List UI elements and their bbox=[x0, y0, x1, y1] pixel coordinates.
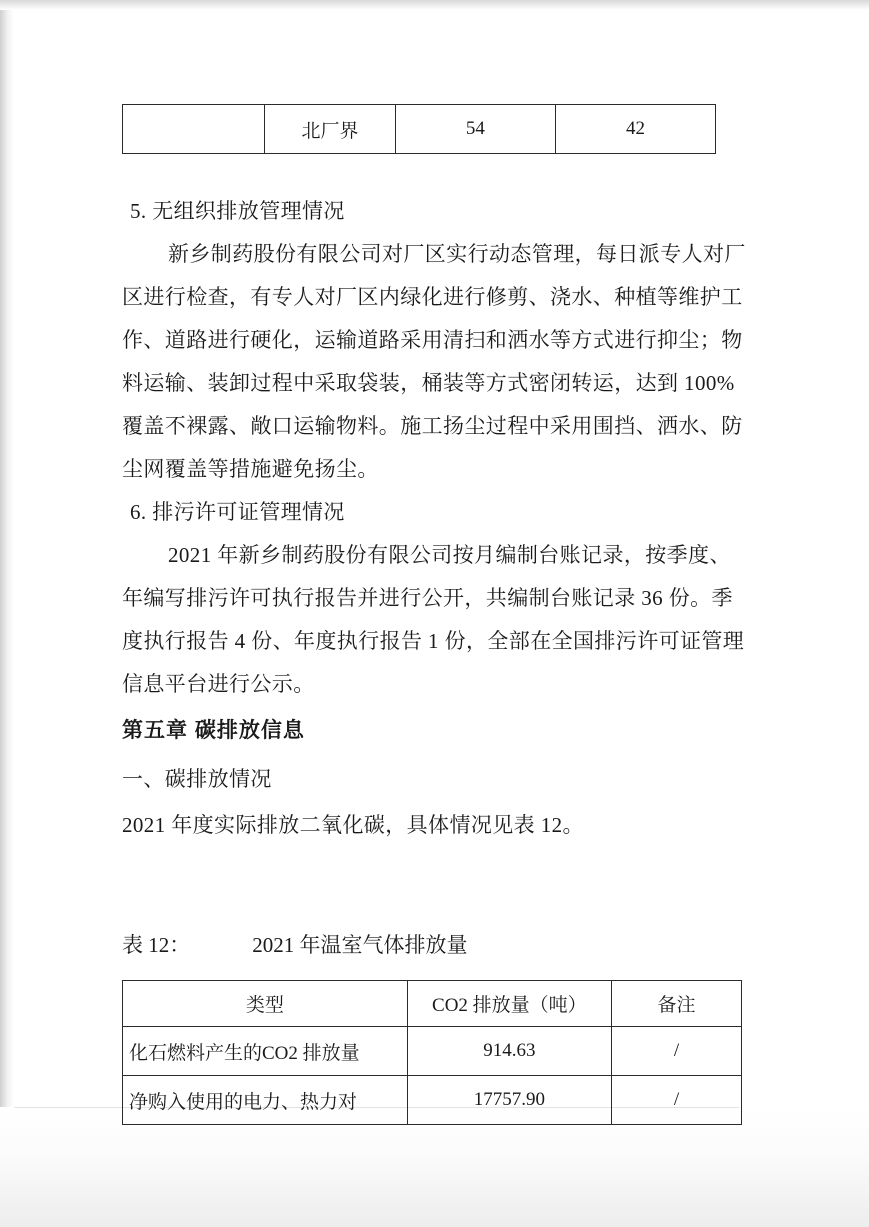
table-cell-empty bbox=[123, 105, 265, 154]
table12-header-row bbox=[123, 981, 742, 1027]
table-row bbox=[123, 1076, 742, 1125]
section-heading-5: 5. 无组织排放管理情况 bbox=[130, 199, 345, 223]
table-row bbox=[123, 1027, 742, 1076]
continued-table bbox=[122, 104, 716, 154]
document-body bbox=[122, 190, 746, 848]
table12 bbox=[122, 980, 742, 1125]
scan-edge-top bbox=[0, 0, 869, 10]
table12-grid bbox=[122, 980, 742, 1125]
table12-caption-row bbox=[122, 925, 742, 965]
table12-row0-remark: / bbox=[612, 1027, 742, 1076]
table12-row1-value: 17757.90 bbox=[407, 1076, 611, 1125]
section-heading-6: 6. 排污许可证管理情况 bbox=[130, 500, 345, 524]
table12-label: 表 12： bbox=[122, 933, 191, 957]
table12-row1-remark: / bbox=[612, 1076, 742, 1125]
table12-row0-value: 914.63 bbox=[407, 1027, 611, 1076]
table-cell-location: 北厂界 bbox=[265, 105, 395, 154]
chapter-title: 第五章 碳排放信息 bbox=[122, 719, 305, 742]
subsection-text: 2021 年度实际排放二氧化碳，具体情况见表 12。 bbox=[122, 813, 584, 837]
table12-title: 2021 年温室气体排放量 bbox=[252, 933, 468, 957]
table12-header-type: 类型 bbox=[123, 981, 408, 1027]
scan-edge-bottom bbox=[0, 1107, 869, 1227]
table12-row0-type: 化石燃料产生的CO2 排放量 bbox=[123, 1027, 408, 1076]
continued-table-grid bbox=[122, 104, 716, 154]
table12-header-remark: 备注 bbox=[612, 981, 742, 1027]
section-6-paragraph: 2021 年新乡制药股份有限公司按月编制台账记录，按季度、年编写排污许可执行报告并进行公开，共编制台账记录 36 份。季度执行报告 4 份、年度执行报告 1 份，全部在全国排污许可证管理信息平台进行公示。 bbox=[122, 543, 745, 696]
table12-header-co2: CO2 排放量（吨） bbox=[407, 981, 611, 1027]
table-cell-value-1: 54 bbox=[395, 105, 555, 154]
subsection-title: 一、碳排放情况 bbox=[122, 767, 272, 791]
section-5-paragraph: 新乡制药股份有限公司对厂区实行动态管理，每日派专人对厂区进行检查，有专人对厂区内绿化进行修剪、浇水、种植等维护工作、道路进行硬化，运输道路采用清扫和洒水等方式进行抑尘；物料运输、装卸过程中采取袋装，桶装等方式密闭转运，达到 100%覆盖不裸露、敞口运输物料。施工扬尘过程中采用围挡、洒水、防尘网覆盖等措施避免扬尘。 bbox=[122, 242, 746, 481]
table-cell-value-2: 42 bbox=[555, 105, 715, 154]
table12-row1-type: 净购入使用的电力、热力对 bbox=[123, 1076, 408, 1125]
table-row bbox=[123, 105, 716, 154]
scan-edge-left bbox=[0, 0, 14, 1227]
